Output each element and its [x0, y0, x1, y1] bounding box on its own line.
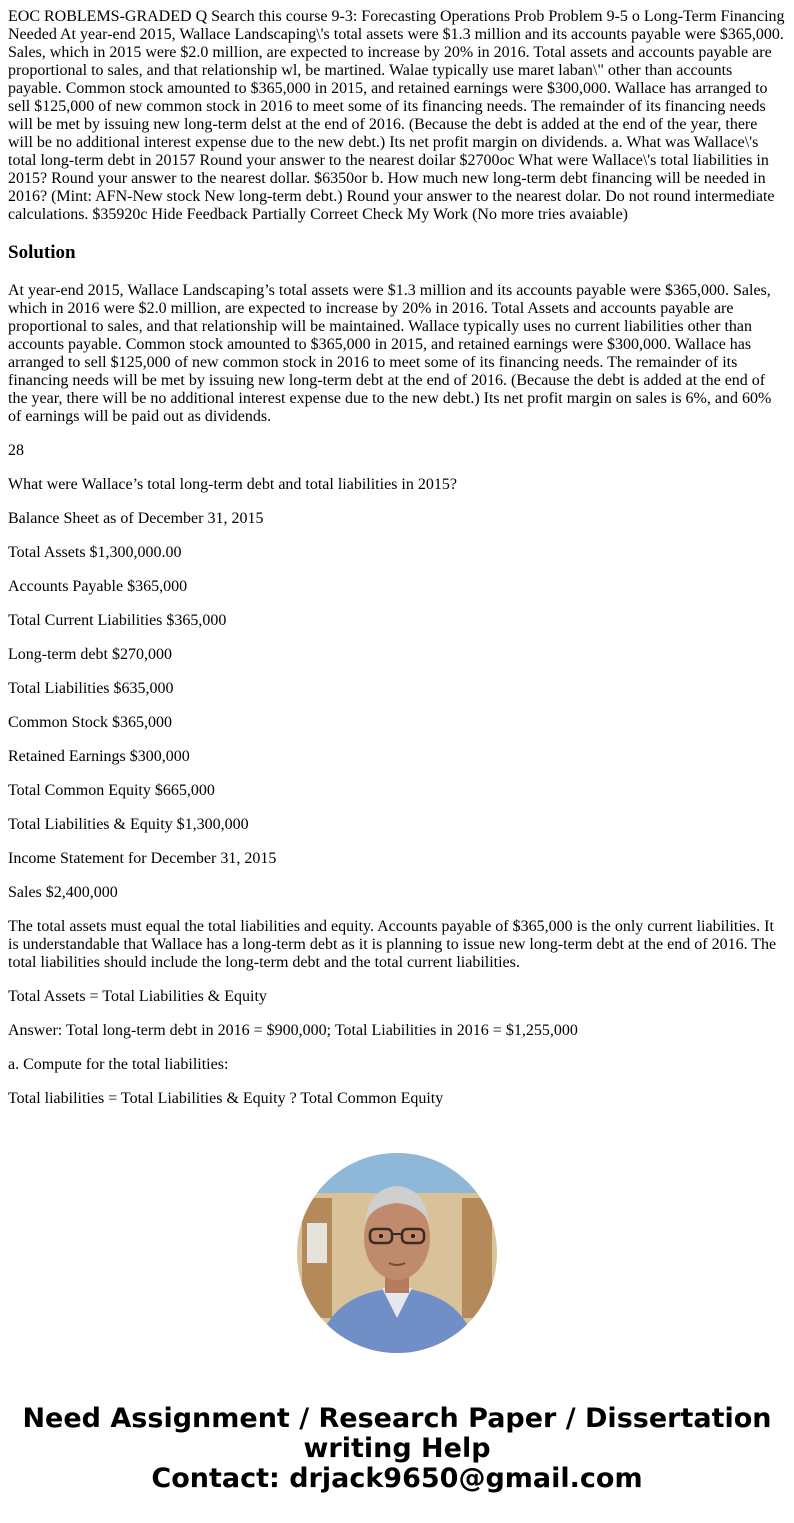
compute-step-line: a. Compute for the total liabilities: — [8, 1056, 229, 1073]
sales-line: Sales $2,400,000 — [8, 884, 118, 901]
solution-intro: At year-end 2015, Wallace Landscaping’s total assets were $1.3 million and its accounts payable were $365,000. Sales, which in 2016 were $2.0 million, are expected to increase by 20% in 2016. Total Assets and accounts payable are proportional to sales, and that relationship will be maintained. Wallace typically uses no current liabilities other than accounts payable. Common stock amounted to $365,000 in 2015, and retained earnings were $300,000. Wallace has arranged to sell $125,000 of new common stock in 2016 to meet some of its financing needs. The remainder of its financing needs will be met by issuing new long-term debt at the end of 2016. (Because the debt is added at the end of the year, there will be no additional interest expense due to the new debt.) Its net profit margin on sales is 6%, and 60% of earnings will be paid out as dividends. — [8, 282, 772, 425]
answer-line: Answer: Total long-term debt in 2016 = $900,000; Total Liabilities in 2016 = $1,255,000 — [8, 1022, 578, 1039]
tutor-photo — [297, 1153, 497, 1353]
balance-sheet-title: Balance Sheet as of December 31, 2015 — [8, 510, 264, 527]
explanation-paragraph: The total assets must equal the total liabilities and equity. Accounts payable of $365,000 is the only current liabilities. It is understandable that Wallace has a long-term debt as it is planning to issue new long-term debt at the end of 2016. The total liabilities should include the long-term debt and the total current liabilities. — [8, 918, 777, 971]
contact-email: Contact: drjack9650@gmail.com — [151, 1463, 643, 1494]
contact-banner — [0, 1404, 794, 1494]
question-text: EOC ROBLEMS-GRADED Q Search this course 9-3: Forecasting Operations Prob Problem 9-5 o Long-Term Financing Needed At year-end 2015, Wallace Landscaping\'s total assets were $1.3 million and its accounts payable were $365,000. Sales, which in 2015 were $2.0 million, are expected to increase by 20% in 2016. Total assets and accounts payable are proportional to sales, and that relationship wl, be martined. Walae typically use maret laban\" other than accounts payable. Common stock amounted to $365,000 in 2015, and retained earnings were $300,000. Wallace has arranged to sell $125,000 of new common stock in 2016 to meet some of its financing needs. The remainder of its financing needs will be met by issuing new long-term delst at the end of 2016. (Because the debt is added at the end of the year, there will be no additional interest expense due to the new debt.) Its net profit margin on dividends. a. What was Wallace\'s total long-term debt in 20157 Round your answer to the nearest doilar $2700oc What were Wallace\'s total liabilities in 2015? Round your answer to the nearest dollar. $6350or b. How much new long-term debt financing will be needed in 2016? (Mint: AFN-New stock New long-term debt.) Round your answer to the nearest dolar. Do not round intermediate calculations. $35920c Hide Feedback Partially Correet Check My Work (No more tries avaiable) — [8, 8, 785, 223]
tutor-avatar — [297, 1153, 497, 1353]
total-assets-line: Total Assets $1,300,000.00 — [8, 544, 182, 561]
retained-earnings-line: Retained Earnings $300,000 — [8, 748, 190, 765]
total-liabilities-line: Total Liabilities $635,000 — [8, 680, 174, 697]
solution-heading: Solution — [8, 242, 76, 263]
total-current-liabilities-line: Total Current Liabilities $365,000 — [8, 612, 227, 629]
accounts-payable-line: Accounts Payable $365,000 — [8, 578, 188, 595]
banner-line-2: writing Help — [303, 1433, 491, 1464]
long-term-debt-line: Long-term debt $270,000 — [8, 646, 172, 663]
banner-line-1: Need Assignment / Research Paper / Dissertation — [22, 1403, 772, 1434]
common-stock-line: Common Stock $365,000 — [8, 714, 173, 731]
total-liabilities-equity-line: Total Liabilities & Equity $1,300,000 — [8, 816, 249, 833]
formula-line: Total liabilities = Total Liabilities & Equity ? Total Common Equity — [8, 1090, 444, 1107]
total-common-equity-line: Total Common Equity $665,000 — [8, 782, 215, 799]
solution-question: What were Wallace’s total long-term debt and total liabilities in 2015? — [8, 476, 457, 493]
income-statement-title: Income Statement for December 31, 2015 — [8, 850, 277, 867]
equation-line: Total Assets = Total Liabilities & Equity — [8, 988, 267, 1005]
solution-number: 28 — [8, 442, 24, 459]
